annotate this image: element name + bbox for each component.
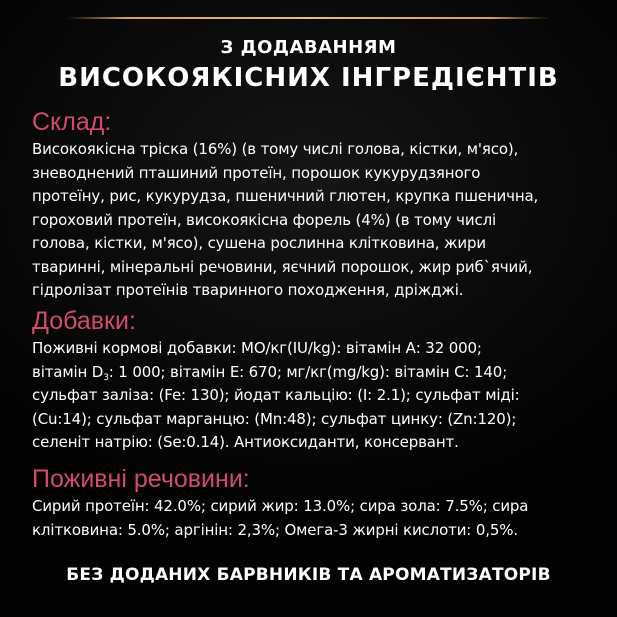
nutrients-line: Сирий протеїн: 42.0%; сирий жир: 13.0%; сира зола: 7.5%; сира xyxy=(32,497,529,515)
composition-line: голова, кістки, м'ясо), сушена рослинна клітковина, жири xyxy=(32,234,486,252)
additives-section xyxy=(32,307,588,455)
composition-line: зневоднений пташиний протеїн, порошок кукурудзяного xyxy=(32,163,481,182)
composition-line: протеїну, рис, кукурудза, пшеничний глютен, крупка пшенична, xyxy=(32,187,539,205)
headline-top: З ДОДАВАННЯМ xyxy=(220,37,397,58)
footer-claim: БЕЗ ДОДАНИХ БАРВНИКІВ ТА АРОМАТИЗАТОРІВ xyxy=(66,565,551,585)
composition-line: гороховий протеїн, високоякісна форель (4%) (в тому числі xyxy=(32,210,497,229)
additives-line: Поживні кормові добавки: МО/кг(IU/kg): вітамін А: 32 000; xyxy=(32,339,482,357)
additives-title: Добавки: xyxy=(32,307,136,335)
additives-line: (Cu:14); сульфат марганцю: (Mn:48); сульфат цинку: (Zn:120); xyxy=(32,409,517,428)
vitamin-d-subscript: 3 xyxy=(103,372,109,383)
additives-line: сульфат заліза: (Fe: 130); йодат кальцію: (I: 2.1); сульфат міді: xyxy=(32,386,520,404)
composition-section xyxy=(32,108,588,303)
composition-line: Високоякісна тріска (16%) (в тому числі голова, кістки, м'ясо), xyxy=(32,140,519,158)
additives-line: селеніт натрію: (Se:0.14). Антиоксиданти, консервант. xyxy=(32,433,459,451)
composition-text xyxy=(32,138,588,303)
nutrients-title: Поживні речовини: xyxy=(32,465,250,493)
gold-divider-line xyxy=(67,17,550,19)
composition-line: тваринні, мінеральні речовини, яєчний порошок, жир риб`ячий, xyxy=(32,257,533,276)
additives-line xyxy=(32,361,588,385)
nutrients-line: клітковина: 5.0%; аргінін: 2,3%; Омега-3 жирні кислоти: 0,5%. xyxy=(32,520,518,539)
composition-line: гідролізат протеїнів тваринного походження, дріжджі. xyxy=(32,281,464,299)
headline-main: ВИСОКОЯКІСНИХ ІНГРЕДІЄНТІВ xyxy=(58,63,559,93)
additives-text xyxy=(32,337,588,455)
nutrients-text xyxy=(32,495,588,542)
nutrients-section xyxy=(32,465,588,542)
composition-title: Склад: xyxy=(32,108,112,136)
vitamin-d-label: вітамін D xyxy=(32,362,104,381)
additives-line-rest: : 1 000; вітамін Е: 670; мг/кг(mg/kg): вітамін С: 140; xyxy=(108,362,508,381)
